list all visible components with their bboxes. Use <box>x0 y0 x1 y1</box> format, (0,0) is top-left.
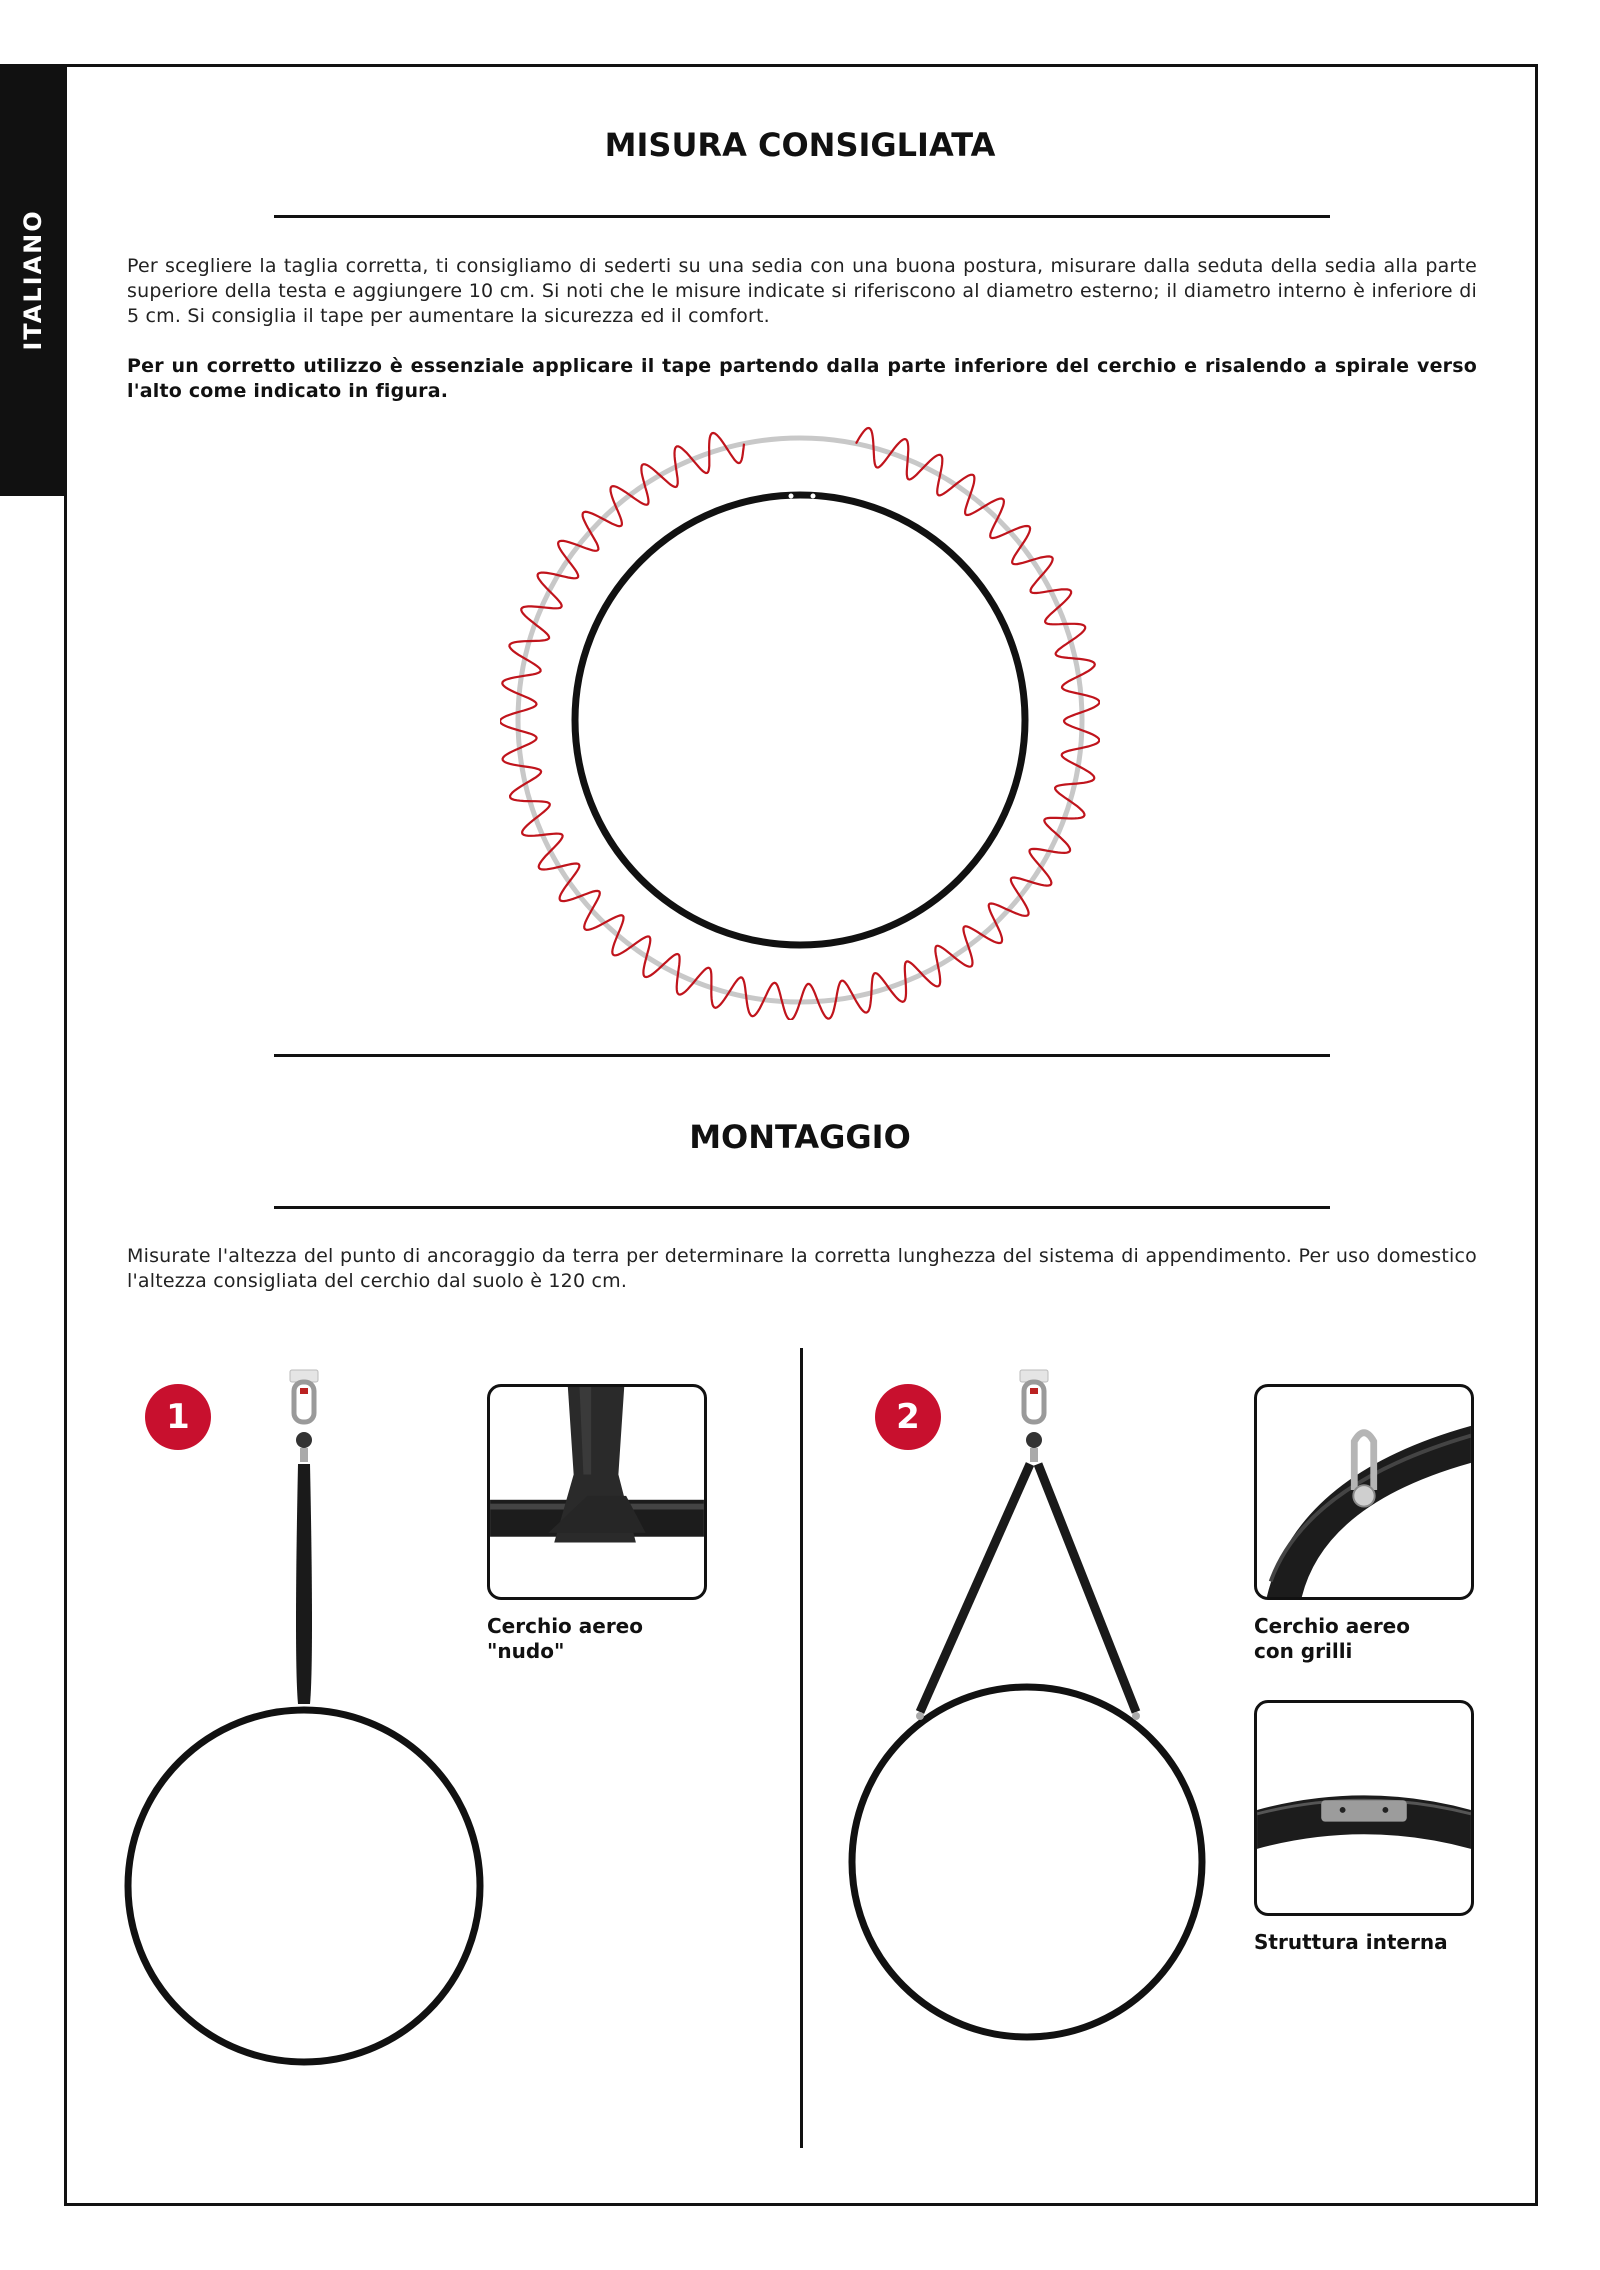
steps-divider <box>800 1348 803 2148</box>
thumb-shackle-hoop <box>1254 1384 1474 1600</box>
hoop-single-point-figure <box>110 1360 500 2080</box>
swivel <box>1026 1432 1042 1448</box>
size-section-title: MISURA CONSIGLIATA <box>604 126 996 164</box>
swivel-pin <box>300 1448 308 1462</box>
carabiner-lock <box>1030 1388 1038 1394</box>
carabiner-lock <box>300 1388 308 1394</box>
step-1-badge: 1 <box>145 1384 211 1450</box>
tape-spiral-line <box>500 428 1100 1020</box>
tape-spiral <box>500 428 1100 1020</box>
outer-tape-ring <box>518 438 1082 1002</box>
swivel-pin <box>1030 1448 1038 1462</box>
bare-hoop-closeup <box>490 1387 704 1597</box>
shackle-pin <box>1353 1485 1374 1506</box>
thumb-internal-structure <box>1254 1700 1474 1916</box>
mount-title-rule <box>274 1206 1330 1209</box>
hoop-hole-left <box>789 494 794 499</box>
step-2-badge: 2 <box>875 1384 941 1450</box>
strap-right <box>1038 1464 1136 1712</box>
hoop-arc <box>1267 1426 1471 1597</box>
shackle-right <box>1132 1712 1140 1720</box>
size-paragraph: Per scegliere la taglia corretta, ti consigliamo di sederti su una sedia con una buona postura, misurare dalla seduta della sedia alla parte superiore della testa e aggiungere 10 cm. Si noti che le misure indicate si riferiscono al diametro esterno; il diametro interno è inferiore di 5 cm. Si consiglia il tape per aumentare la sicurezza ed il comfort. <box>127 255 1477 327</box>
mount-paragraph: Misurate l'altezza del punto di ancoraggio da terra per determinare la corretta lunghezza del sistema di appendimento. Per uso domestico l'altezza consigliata del cerchio dal suolo è 120 cm. <box>127 1245 1477 1292</box>
bar-hole-left <box>1340 1807 1346 1813</box>
shackle-left <box>916 1712 924 1720</box>
size-title-rule <box>274 215 1330 218</box>
caption-internal-structure: Struttura interna <box>1254 1930 1448 1954</box>
internal-bar <box>1321 1800 1407 1821</box>
caption-shackle-hoop: Cerchio aereo con grilli <box>1254 1614 1410 1663</box>
spanset-strap <box>296 1464 312 1704</box>
thumb-bare-hoop <box>487 1384 707 1600</box>
hoop-two-point-figure <box>840 1360 1230 2060</box>
shackle-closeup <box>1257 1387 1471 1597</box>
inner-hoop-ring <box>575 495 1025 945</box>
bar-hole-right <box>1382 1807 1388 1813</box>
size-bottom-rule <box>274 1054 1330 1057</box>
aerial-hoop-1 <box>128 1710 480 2062</box>
mount-section-title: MONTAGGIO <box>689 1118 911 1156</box>
caption-bare-hoop: Cerchio aereo "nudo" <box>487 1614 643 1663</box>
language-tab-label: ITALIANO <box>19 209 47 351</box>
tape-spiral-diagram <box>500 420 1100 1020</box>
hoop-hole-right <box>811 494 816 499</box>
swivel <box>296 1432 312 1448</box>
aerial-hoop-2 <box>852 1687 1202 2037</box>
strap-left <box>920 1464 1030 1712</box>
tape-instruction-note: Per un corretto utilizzo è essenziale applicare il tape partendo dalla parte inferiore del cerchio e risalendo a spirale verso l'alto come indicato in figura. <box>127 355 1477 402</box>
internal-structure-closeup <box>1257 1703 1471 1913</box>
